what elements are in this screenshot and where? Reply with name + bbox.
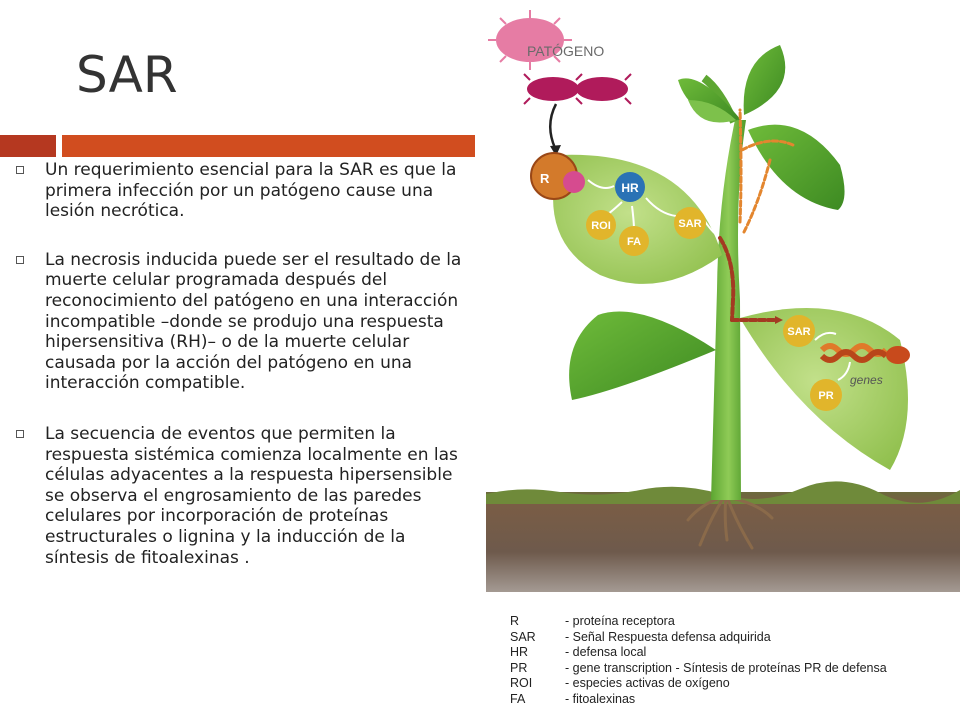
legend-desc: - Señal Respuesta defensa adquirida bbox=[565, 629, 771, 644]
bullet-text: La necrosis inducida puede ser el resultado de la muerte celular programada después del reconocimiento del patógeno en una interacción incompatible –donde se produjo una respuesta hipersensitiva (RH)– o de la muerte celular causada por la acción del patógeno en una interacción compatible. bbox=[45, 249, 462, 394]
legend-desc: - gene transcription - Síntesis de proteínas PR de defensa bbox=[565, 660, 887, 675]
hr-label: HR bbox=[621, 181, 639, 195]
legend-key: SAR bbox=[510, 629, 536, 644]
title-accent-bar-left bbox=[0, 135, 56, 157]
legend-key: R bbox=[510, 614, 520, 628]
legend-key: ROI bbox=[510, 676, 533, 690]
pr-label: PR bbox=[818, 390, 834, 402]
lower-left-leaf bbox=[569, 312, 716, 400]
bullet-text: La secuencia de eventos que permiten la respuesta sistémica comienza localmente en las células adyacentes a la respuesta hipersensible se observa el engrosamiento de las paredes celulares por incorporación de proteínas estructurales o lignina y la inducción de la síntesis de fitoalexinas . bbox=[45, 423, 458, 568]
legend-row bbox=[510, 661, 887, 677]
square-bullet-icon bbox=[16, 166, 24, 174]
receptor-label: R bbox=[540, 171, 550, 186]
square-bullet-icon bbox=[16, 256, 24, 264]
legend-key: PR bbox=[510, 660, 528, 675]
legend-desc: - especies activas de oxígeno bbox=[565, 676, 730, 690]
legend-row bbox=[510, 614, 887, 630]
legend-desc: - defensa local bbox=[565, 645, 647, 659]
title-accent-bar bbox=[62, 135, 475, 157]
legend-desc: - fitoalexinas bbox=[565, 691, 636, 706]
sar-upper-label: SAR bbox=[678, 218, 702, 230]
fa-label: FA bbox=[626, 236, 642, 248]
legend-key: FA bbox=[510, 691, 526, 706]
genes-label: genes bbox=[850, 373, 883, 387]
pathogen-label: PATÓGENO bbox=[527, 43, 605, 59]
legend-row bbox=[510, 630, 887, 646]
bullet-item bbox=[14, 424, 469, 568]
bullet-item bbox=[14, 250, 469, 394]
pathogen-icon bbox=[488, 10, 631, 156]
legend-row bbox=[510, 676, 887, 692]
bullet-item bbox=[14, 160, 469, 222]
sar-plant-diagram bbox=[484, 8, 960, 718]
legend-desc: - proteína receptora bbox=[565, 614, 675, 628]
bullet-text: Un requerimiento esencial para la SAR es que la primera infección por un patógeno cause una lesión necrótica. bbox=[45, 160, 457, 222]
square-bullet-icon bbox=[16, 430, 24, 438]
figure-legend bbox=[510, 614, 887, 707]
sar-lower-label: SAR bbox=[787, 326, 811, 338]
legend-row bbox=[510, 692, 887, 708]
legend-key: HR bbox=[510, 645, 529, 659]
roi-label: ROI bbox=[591, 220, 611, 232]
bullet-list bbox=[14, 160, 469, 568]
legend-row bbox=[510, 645, 887, 661]
slide-title: SAR bbox=[76, 46, 178, 104]
